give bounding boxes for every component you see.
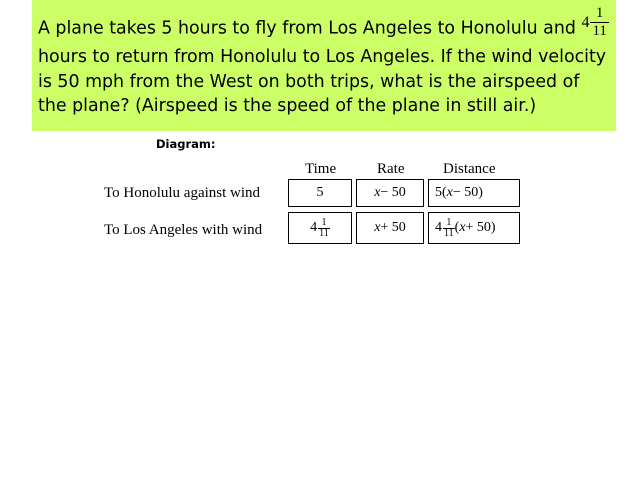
header-distance: Distance (443, 161, 496, 177)
row-label-to-honolulu: To Honolulu against wind (104, 185, 261, 201)
header-time: Time (305, 161, 337, 177)
problem-statement-box (32, 0, 616, 131)
fraction-denominator: 11 (592, 23, 607, 39)
cell-time-row-2 (288, 212, 352, 244)
distance-numerator: 1 (443, 218, 455, 229)
diagram-label: Diagram: (156, 137, 216, 151)
problem-line-4: the plane? (Airspeed is the speed of the plane in still air.) (38, 96, 537, 116)
distance-rest: + 50) (465, 220, 496, 235)
mixed-number-4-1-11 (581, 6, 608, 39)
distance-mixed-number (435, 218, 455, 239)
problem-line-2: hours to return from Honolulu to Los Angeles. If the wind velocity (38, 47, 607, 67)
rate-variable: x (374, 185, 381, 200)
row-label-to-los-angeles: To Los Angeles with wind (104, 222, 263, 238)
cell-distance-row-2 (428, 212, 520, 244)
time-denominator: 11 (319, 227, 329, 239)
distance-open-paren: ( (454, 220, 460, 235)
cell-rate-row-2 (356, 212, 424, 244)
time-numerator: 1 (318, 218, 330, 229)
mixed-whole: 4 (581, 13, 590, 31)
distance-variable: x (459, 220, 466, 235)
problem-line-1: A plane takes 5 hours to fly from Los Angeles to Honolulu and (38, 18, 576, 39)
rate-rest: − 50 (380, 185, 406, 200)
cell-time-row-1 (288, 179, 352, 207)
distance-prefix: 5( (435, 185, 447, 200)
time-value: 5 (316, 185, 324, 200)
problem-text (38, 5, 616, 119)
time-mixed-number (310, 218, 330, 239)
cell-rate-row-1 (356, 179, 424, 207)
time-whole: 4 (310, 220, 318, 235)
distance-denominator: 11 (444, 227, 454, 239)
distance-whole: 4 (435, 220, 442, 235)
fraction (590, 6, 608, 39)
rate-variable: x (374, 220, 381, 235)
problem-line-3: is 50 mph from the West on both trips, what is the airspeed of (38, 71, 580, 92)
cell-distance-row-1 (428, 179, 520, 207)
header-rate: Rate (377, 161, 405, 177)
time-fraction (318, 218, 330, 239)
distance-rest: − 50) (452, 185, 483, 200)
fraction-numerator: 1 (590, 6, 608, 23)
distance-fraction (443, 218, 455, 239)
distance-variable: x (446, 185, 453, 200)
rate-rest: + 50 (380, 220, 406, 235)
